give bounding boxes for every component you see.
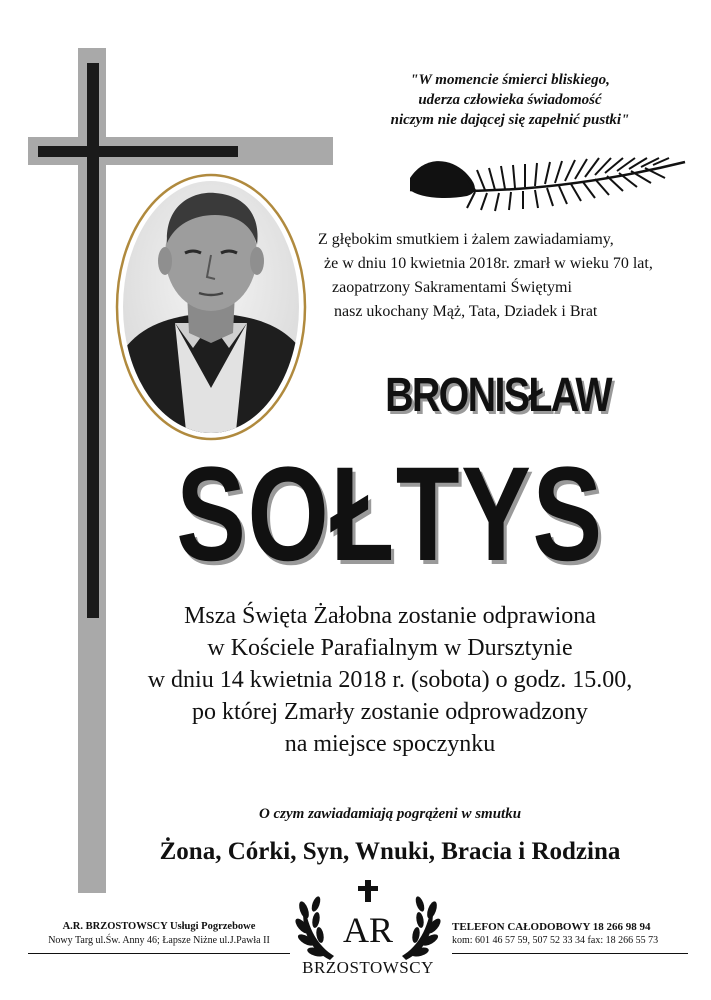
footer-divider-right bbox=[452, 953, 688, 954]
funeral-home-info bbox=[28, 920, 290, 948]
mourners-intro: O czym zawiadamiają pogrążeni w smutku bbox=[258, 806, 522, 822]
logo-name: BRZOSTOWSCY bbox=[302, 958, 434, 977]
deceased-photo bbox=[115, 173, 307, 441]
announcement-intro bbox=[318, 228, 698, 324]
funeral-home-name: A.R. BRZOSTOWSCY Usługi Pogrzebowe bbox=[62, 921, 256, 932]
footer-divider-left bbox=[28, 953, 290, 954]
mass-line-4: po której Zmarły zostanie odprowadzony bbox=[192, 699, 588, 725]
mourners-names: Żona, Córki, Syn, Wnuki, Bracia i Rodzina bbox=[159, 838, 621, 865]
deceased-last-name: SOŁTYS bbox=[176, 440, 604, 589]
intro-line-3: zaopatrzony Sakramentami Świętymi bbox=[332, 279, 572, 296]
cross-arm bbox=[38, 146, 238, 157]
mass-line-1: Msza Święta Żałobna zostanie odprawiona bbox=[184, 603, 596, 629]
funeral-mass-info bbox=[100, 600, 680, 760]
deceased-first-name: BRONISŁAW bbox=[385, 369, 611, 422]
palm-branch-icon bbox=[405, 150, 690, 215]
quote bbox=[340, 70, 680, 130]
mass-line-5: na miejsce spoczynku bbox=[284, 731, 496, 757]
quote-line-3: niczym nie dającej się zapełnić pustki" bbox=[390, 112, 630, 128]
laurel-wreath-logo bbox=[290, 880, 446, 970]
phone-24h: TELEFON CAŁODOBOWY 18 266 98 94 bbox=[452, 921, 651, 933]
intro-line-4: nasz ukochany Mąż, Tata, Dziadek i Brat bbox=[334, 303, 598, 320]
funeral-home-contact bbox=[452, 920, 692, 948]
mass-line-2: w Kościele Parafialnym w Dursztynie bbox=[207, 635, 573, 661]
logo-letters: AR bbox=[342, 910, 394, 950]
quote-line-2: uderza człowieka świadomość bbox=[418, 92, 602, 108]
mass-line-3: w dniu 14 kwietnia 2018 r. (sobota) o godz. 15.00, bbox=[147, 667, 633, 693]
phone-details: kom: 601 46 57 59, 507 52 33 34 fax: 18 266 55 73 bbox=[452, 935, 659, 946]
funeral-home-address: Nowy Targ ul.Św. Anny 46; Łapsze Niżne ul.J.Pawła II bbox=[48, 935, 270, 946]
quote-line-1: "W momencie śmierci bliskiego, bbox=[410, 72, 610, 88]
intro-line-2: że w dniu 10 kwietnia 2018r. zmarł w wieku 70 lat, bbox=[324, 255, 653, 272]
intro-line-1: Z głębokim smutkiem i żalem zawiadamiamy, bbox=[318, 231, 614, 248]
